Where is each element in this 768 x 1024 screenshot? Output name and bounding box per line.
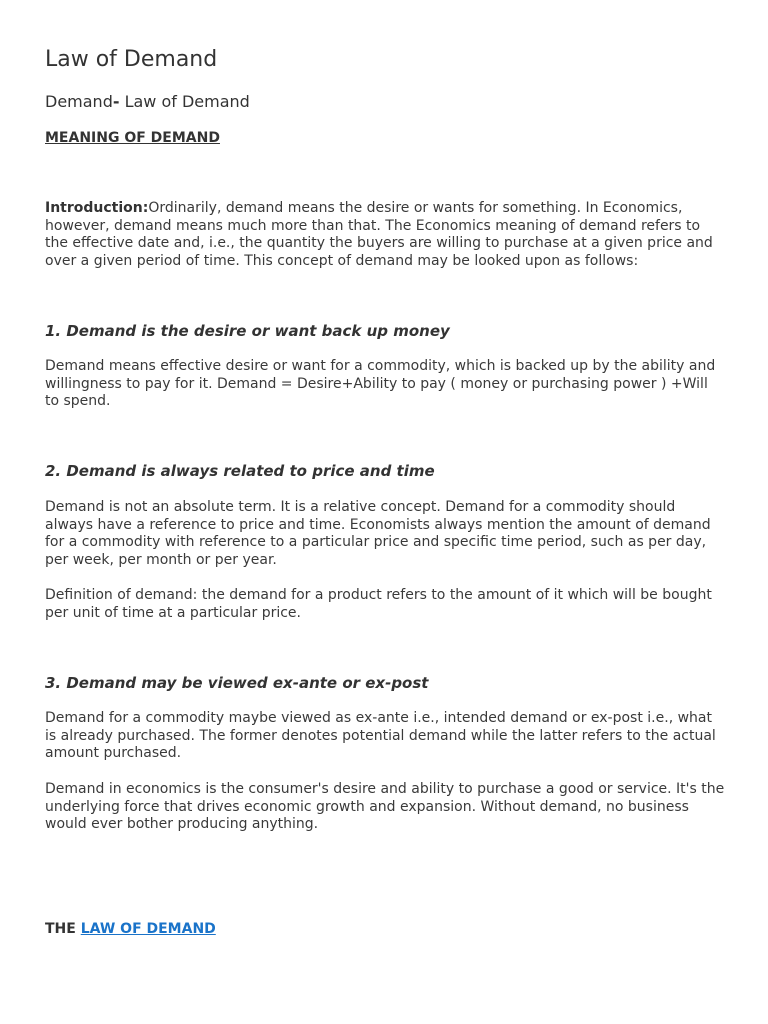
intro-label: Introduction: bbox=[45, 200, 149, 216]
section-3-paragraph-1: Demand for a commodity maybe viewed as ex-ante i.e., intended demand or ex-post i.e., what is already purchased. The former denotes potential demand while the latter refers to the actual amount purchased. bbox=[45, 710, 716, 762]
section-2-paragraph-1: Demand is not an absolute term. It is a relative concept. Demand for a commodity should always have a reference to price and time. Economists always mention the amount of demand for a commodity with reference to a particular price and specific time period, such as per day, per week, per month or per year. bbox=[45, 499, 711, 568]
subtitle-lead: Demand bbox=[45, 92, 113, 111]
law-prefix: THE bbox=[45, 921, 81, 937]
law-of-demand-link[interactable]: LAW OF DEMAND bbox=[80, 921, 216, 937]
page-title: Law of Demand bbox=[45, 47, 218, 72]
law-of-demand-heading bbox=[45, 921, 725, 939]
section-3-paragraph-2: Demand in economics is the consumer's desire and ability to purchase a good or service. It's the underlying force that drives economic growth and expansion. Without demand, no business would ever bother producing anything. bbox=[45, 781, 725, 833]
section-1-paragraph: Demand means effective desire or want for a commodity, which is backed up by the ability and willingness to pay for it. Demand = Desire+Ability to pay ( money or purchasing power ) +Will to spend. bbox=[45, 358, 716, 410]
subtitle-dash: - bbox=[112, 92, 120, 111]
intro-text: Ordinarily, demand means the desire or wants for something. In Economics, however, demand means much more than that. The Economics meaning of demand refers to the effective date and, i.e., the quantity the buyers are willing to purchase at a given price and over a given period of time. This concept of demand may be looked upon as follows: bbox=[45, 200, 713, 269]
section-1-heading: 1. Demand is the desire or want back up money bbox=[45, 322, 450, 340]
section-2-paragraph-2: Definition of demand: the demand for a product refers to the amount of it which will be bought per unit of time at a particular price. bbox=[45, 587, 712, 621]
section-2-heading: 2. Demand is always related to price and time bbox=[45, 462, 435, 480]
section-3-heading: 3. Demand may be viewed ex-ante or ex-post bbox=[45, 674, 429, 692]
subtitle-rest: Law of Demand bbox=[119, 92, 250, 111]
page-subtitle bbox=[45, 92, 725, 112]
intro-paragraph bbox=[45, 200, 725, 270]
meaning-heading: MEANING OF DEMAND bbox=[45, 130, 220, 146]
